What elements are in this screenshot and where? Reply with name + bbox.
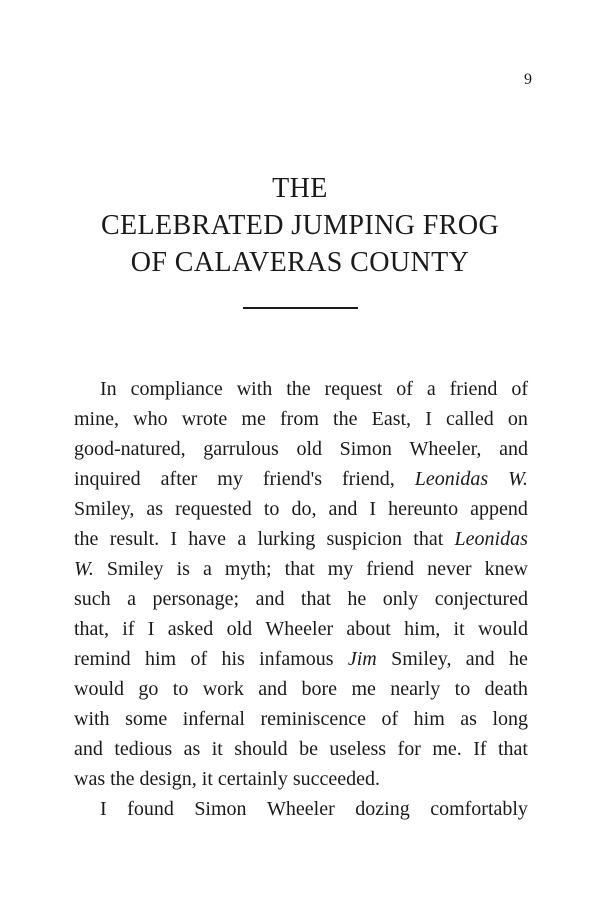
word: Wheeler, [409,438,482,460]
word: useless [329,738,387,760]
text-line [74,584,528,614]
word: comfortably [430,798,528,820]
word: is [176,558,190,580]
word: myth; [224,558,272,580]
word: succeeded. [292,768,381,790]
word: friend, [342,468,395,490]
word: it [453,618,465,640]
word: who [133,408,168,430]
word: only [382,588,419,610]
word: old [226,618,253,640]
word: with [74,708,110,730]
word: infernal [182,708,245,730]
word: my [217,468,243,490]
word: wrote [181,408,228,430]
word: bore [301,678,338,700]
word: Smiley, [74,498,135,520]
word: reminiscence [260,708,366,730]
word: and [255,588,285,610]
word: friend [449,378,498,400]
word: dozing [355,798,410,820]
word: it [211,738,223,760]
word: to [263,498,280,520]
word: be [299,738,318,760]
word: work [202,678,244,700]
word: as [183,738,201,760]
word: the [74,528,99,550]
word: Simon [339,438,392,460]
word: a [237,528,247,550]
chapter-title-line: CELEBRATED JUMPING FROG [100,210,500,241]
word: that [284,558,315,580]
word: a [426,378,436,400]
word: a [202,558,212,580]
word: with [236,378,273,400]
italic-word: Leonidas [414,468,489,490]
text-line [74,674,528,704]
italic-word: W. [508,468,528,490]
word: suspicion [326,528,403,550]
word: he [509,648,528,670]
word: Simon [194,798,247,820]
chapter-title [60,170,540,281]
word: the [333,408,358,430]
word: after [160,468,198,490]
word: Smiley [106,558,164,580]
word: infamous [259,648,334,670]
word: Wheeler [265,618,334,640]
word: from [280,408,319,430]
word: lurking [257,528,316,550]
word: if [122,618,135,640]
word: about [346,618,391,640]
text-line [74,794,528,824]
word: friend [366,558,415,580]
word: that [300,588,331,610]
word: death [484,678,528,700]
word: If [473,738,487,760]
word: a [127,588,137,610]
word: have [188,528,227,550]
text-line [74,764,528,794]
word: result. [109,528,160,550]
word: called [446,408,494,430]
word: me [241,408,266,430]
text-line [74,374,528,404]
word: long [492,708,528,730]
word: inquired [74,468,141,490]
word: never [427,558,472,580]
word: and [465,648,495,670]
word: friend's [262,468,322,490]
word: knew [484,558,528,580]
italic-word: Jim [347,648,377,670]
word: I [369,498,377,520]
text-line [74,524,528,554]
word: that [413,528,444,550]
word: him [144,648,177,670]
text-line [74,494,528,524]
word: request [324,378,383,400]
text-line [74,464,528,494]
word: some [125,708,168,730]
word: append [470,498,528,520]
word: and [74,738,103,760]
word: and [258,678,288,700]
word: was [74,768,106,790]
word: that, [74,618,109,640]
word: certainly [217,768,288,790]
word: Wheeler [267,798,335,820]
word: old [296,438,322,460]
word: nearly [390,678,441,700]
word: my [327,558,354,580]
word: requested [175,498,252,520]
word: to [454,678,471,700]
word: to [172,678,189,700]
word: and [328,498,358,520]
word: would [74,678,124,700]
word: I [147,618,155,640]
word: me [351,678,376,700]
word: of [511,378,528,400]
word: on [507,408,528,430]
word: him [413,708,445,730]
word: as [146,498,164,520]
word: and [499,438,528,460]
word: design, [139,768,197,790]
word: East, [371,408,412,430]
word: found [127,798,174,820]
text-line [74,704,528,734]
word: the [286,378,311,400]
word: compliance [130,378,223,400]
word: for [397,738,421,760]
word: In [100,378,117,400]
word: asked [167,618,214,640]
word: his [221,648,245,670]
italic-word: W. [74,558,94,580]
word: me. [432,738,462,760]
body-text [74,374,528,824]
word: of [396,378,413,400]
word: I [170,528,178,550]
word: him, [404,618,441,640]
word: conjectured [434,588,528,610]
word: would [477,618,528,640]
page-number: 9 [524,71,532,88]
text-line [74,644,528,674]
word: garrulous [203,438,279,460]
word: he [347,588,367,610]
word: of [190,648,208,670]
word: personage; [152,588,240,610]
word: I [425,408,432,430]
word: such [74,588,111,610]
text-line [74,734,528,764]
word: good-natured, [74,438,186,460]
word: tedious [114,738,173,760]
word: it [201,768,213,790]
word: that [498,738,528,760]
word: do, [291,498,317,520]
word: of [381,708,399,730]
word: mine, [74,408,119,430]
text-line [74,434,528,464]
word: remind [74,648,131,670]
word: the [110,768,135,790]
word: go [138,678,159,700]
text-line [74,554,528,584]
italic-word: Leonidas [454,528,528,550]
title-divider [243,307,358,309]
word: should [234,738,288,760]
word: as [460,708,477,730]
text-line [74,404,528,434]
word: Smiley, [391,648,452,670]
word: I [100,798,107,820]
chapter-title-line: OF CALAVERAS COUNTY [130,247,470,278]
word: hereunto [388,498,459,520]
chapter-title-line: THE [272,173,328,204]
text-line [74,614,528,644]
